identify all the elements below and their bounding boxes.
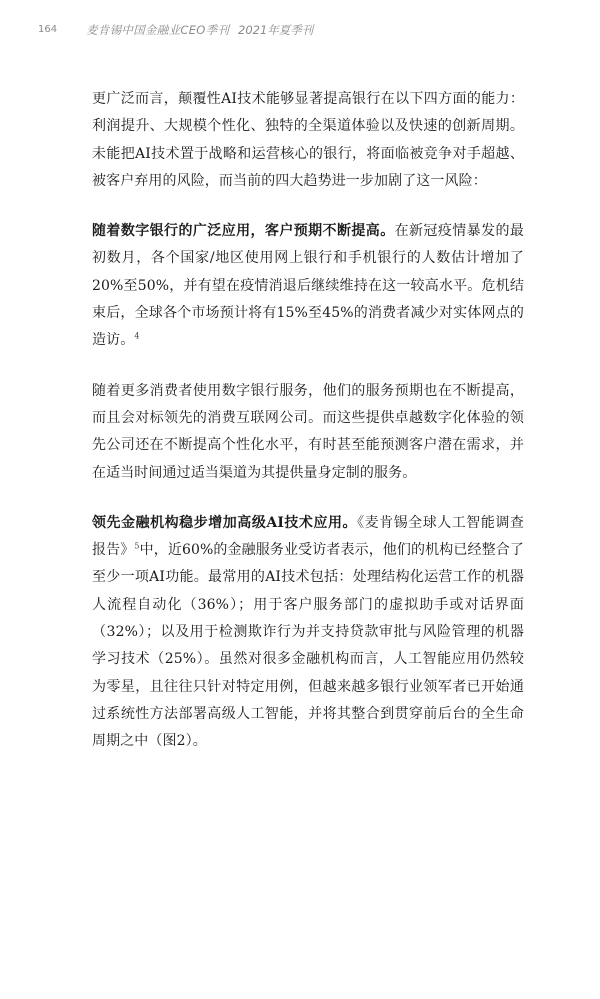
paragraph-customer-expectations — [92, 218, 524, 354]
issue-label: 2021年夏季刊 — [238, 23, 314, 37]
article-body — [92, 86, 524, 779]
publication-title: 麦肯锡中国金融业CEO季刊 — [86, 23, 230, 37]
paragraph-ai-adoption — [92, 510, 524, 756]
page-header — [38, 20, 580, 46]
paragraph-lead: 随着数字银行的广泛应用，客户预期不断提高。 — [92, 223, 395, 240]
footnote-marker: 5 — [134, 541, 140, 551]
paragraph-text: 中，近60%的金融服务业受访者表示，他们的机构已经整合了至少一项AI功能。最常用的AI技术包括：处理结构化运营工作的机器人流程自动化（36%）；用于客户服务部门的虚拟助手或对话界面（32%）；以及用于检测欺诈行为并支持贷款审批与风险管理的机器学习技术（25%）。虽然对很多金融机构而言，人工智能应用仍然较为零星，且往往只针对特定用例，但越来越多银行业领军者已开始通过系统性方法部署高级人工智能，并将其整合到贯穿前后台的全生命周期之中（图2）。 — [92, 542, 524, 750]
footnote-marker: 4 — [134, 331, 140, 341]
paragraph-text: 在新冠疫情暴发的最初数月，各个国家/地区使用网上银行和手机银行的人数估计增加了20%至50%，并有望在疫情消退后继续维持在这一较高水平。危机结束后，全球各个市场预计将有15%至45%的消费者减少对实体网点的造访。 — [92, 223, 524, 349]
paragraph-lead: 领先金融机构稳步增加高级AI技术应用。 — [92, 514, 358, 531]
paragraph-text: 《麦肯锡全球人工智能调查报告》 — [92, 514, 524, 559]
page-number: 164 — [38, 24, 58, 35]
paragraph-text: 随着更多消费者使用数字银行服务，他们的服务预期也在不断提高，而且会对标领先的消费互联网公司。而这些提供卓越数字化体验的领先公司还在不断提高个性化水平，有时甚至能预测客户潜在需求，并在适当时间通过适当渠道为其提供量身定制的服务。 — [92, 382, 524, 481]
paragraph-intro — [92, 86, 524, 195]
paragraph-service-expectations — [92, 378, 524, 487]
paragraph-text: 更广泛而言，颠覆性AI技术能够显著提高银行在以下四方面的能力：利润提升、大规模个性化、独特的全渠道体验以及快速的创新周期。未能把AI技术置于战略和运营核心的银行，将面临被竞争对手超越、被客户弃用的风险，而当前的四大趋势进一步加剧了这一风险： — [92, 91, 524, 189]
